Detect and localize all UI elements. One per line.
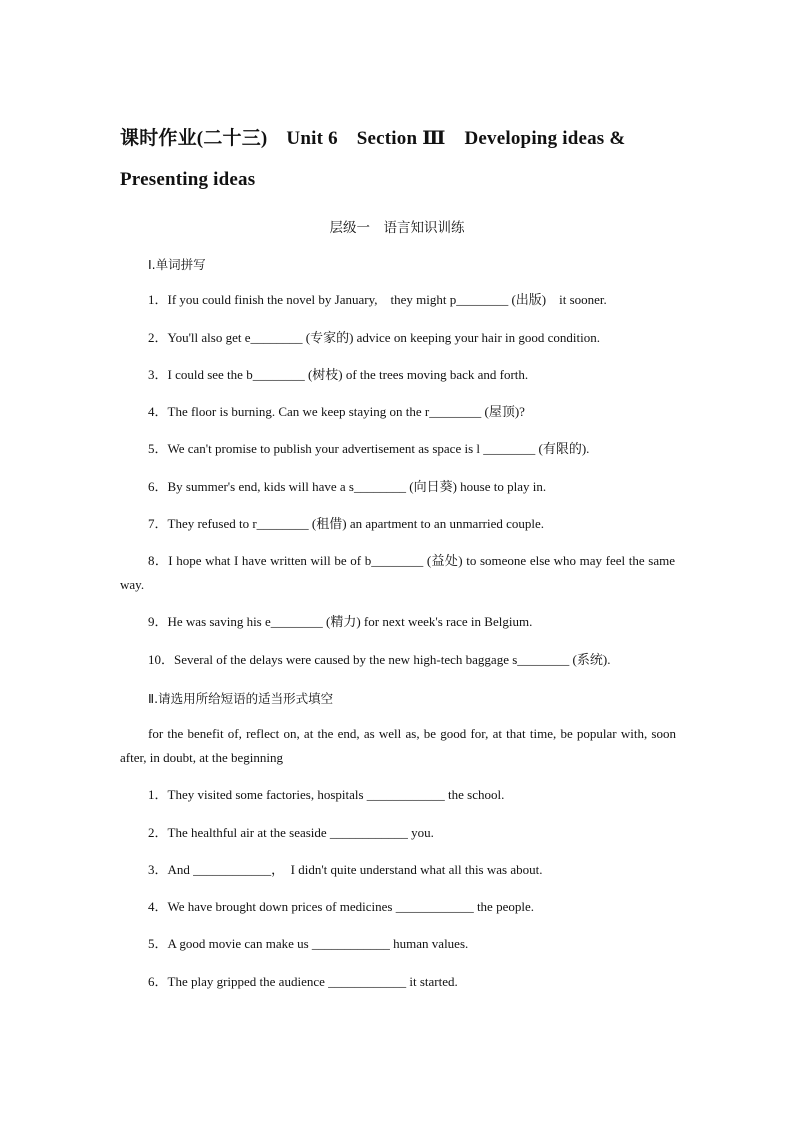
question-item: 1．They visited some factories, hospitals ____________ the school. bbox=[148, 787, 505, 802]
question-item: 8．I hope what I have written will be of b________ (益处) to someone else who may feel the same way. bbox=[120, 553, 675, 592]
title-unit: Unit 6 bbox=[286, 128, 338, 149]
question-item: 6．By summer's end, kids will have a s________ (向日葵) house to play in. bbox=[148, 479, 547, 494]
question-item: 5．We can't promise to publish your advertisement as space is l ________ (有限的). bbox=[148, 441, 590, 456]
question-item: 10．Several of the delays were caused by the new high-tech baggage s________ (系统). bbox=[148, 652, 611, 667]
level-heading: 层级一 语言知识训练 bbox=[329, 220, 465, 236]
question-item: 9．He was saving his e________ (精力) for next week's race in Belgium. bbox=[148, 614, 533, 629]
section-1-heading: Ⅰ.单词拼写 bbox=[148, 257, 206, 272]
page-title bbox=[120, 118, 680, 200]
question-item: 1．If you could finish the novel by January, they might p________ (出版) it sooner. bbox=[148, 292, 607, 307]
question-item: 5．A good movie can make us ____________ human values. bbox=[148, 936, 469, 951]
question-item: 3．And ____________， I didn't quite understand what all this was about. bbox=[148, 862, 543, 877]
question-item: 6．The play gripped the audience ____________ it started. bbox=[148, 974, 458, 989]
question-item: 4．The floor is burning. Can we keep staying on the r________ (屋顶)? bbox=[148, 404, 525, 419]
title-section: Section Ⅲ bbox=[356, 128, 446, 149]
phrase-bank: for the benefit of, reflect on, at the end, as well as, be good for, at that time, be popular with, soon after, in doubt, at the beginning bbox=[120, 726, 676, 765]
section-2-heading: Ⅱ.请选用所给短语的适当形式填空 bbox=[148, 691, 334, 706]
question-item: 2．You'll also get e________ (专家的) advice on keeping your hair in good condition. bbox=[148, 330, 600, 345]
question-item: 2．The healthful air at the seaside ____________ you. bbox=[148, 825, 434, 840]
question-item: 7．They refused to r________ (租借) an apartment to an unmarried couple. bbox=[148, 516, 545, 531]
title-topic: Developing ideas & bbox=[464, 128, 626, 149]
title-line-2: Presenting ideas bbox=[120, 169, 256, 190]
title-homework-number: 课时作业(二十三) bbox=[120, 128, 268, 149]
question-item: 3．I could see the b________ (树枝) of the trees moving back and forth. bbox=[148, 367, 529, 382]
question-item: 4．We have brought down prices of medicines ____________ the people. bbox=[148, 899, 534, 914]
title-line-1 bbox=[120, 118, 680, 159]
